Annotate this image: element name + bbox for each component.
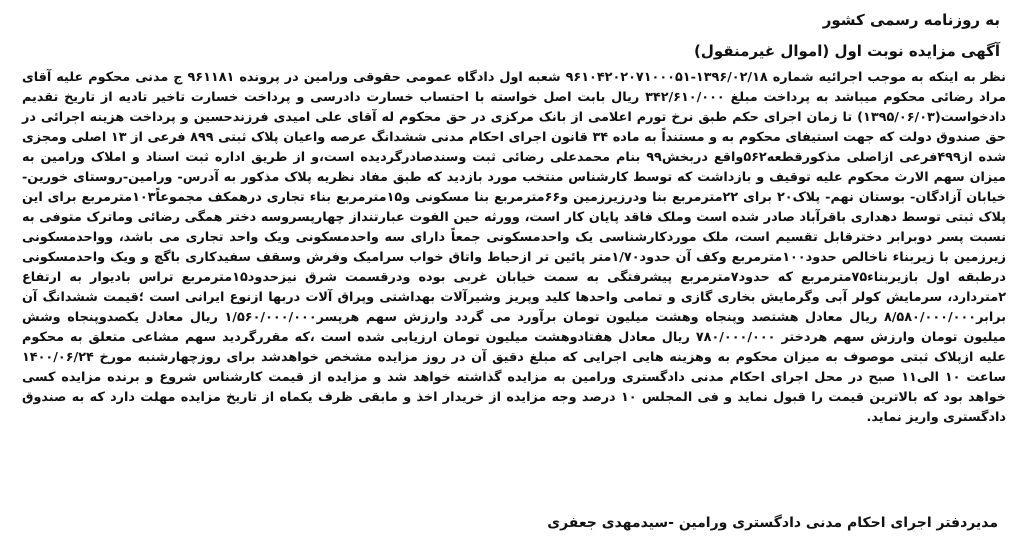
- notice-title: آگهی مزایده نوبت اول (اموال غیرمنقول): [693, 42, 1000, 60]
- newspaper-label: به روزنامه رسمی کشور: [822, 11, 1000, 29]
- signature: مدیردفتر اجرای احکام مدنی دادگستری ورامین -سیدمهدی جعفری: [547, 515, 998, 531]
- notice-body: نظر به اینکه به موجب اجرائیه شماره ۱۳۹۶/۰۲/۱۸-۹۶۱۰۴۲۰۲۰۷۱۰۰۰۵۱ شعبه اول دادگاه عمومی حقوقی ورامین در پرونده ۹۶۱۱۸۱ ج مدنی محکوم علیه آقای مراد رضائی محکوم میباشد به پرداخت مبلغ ۳۴۲/۶۱۰/۰۰۰ ریال بابت اصل خواسته با احتساب خسارت دادرسی و پرداخت خسارت تاخیر تادیه از تاریخ تقدیم دادخواست(۱۳۹۵/۰۶/۰۳) تا زمان اجرای حکم طبق نرخ تورم اعلامی از بانک مرکزی در حق محکوم له آقای علی امیدی فرزندحسین و پرداخت هزینه اجرائی در حق صندوق دولت که جهت استیفای محکوم به و مستنداً به ماده ۳۴ قانون اجرای احکام مدنی ششدانگ عرصه واعیان پلاک ثبتی ۸۹۹ فرعی از ۱۳ اصلی ومجزی شده از۴۹۹فرعی ازاصلی مذکورقطعه۵۶۲واقع دربخش۹۹ بنام محمدعلی رضائی ثبت وسندصادرگردیده است،و از طریق اداره ثبت اسناد و املاک ورامین به میزان سهم الارث محکوم علیه توقیف و بازداشت که توسط کارشناس منتخب مورد بازدید که طبق مفاد نظریه پلاک مذکور به آدرس- ورامین-روستای خورین- خیابان آزادگان- بوستان نهم- پلاک۲۰ برای ۲۲مترمربع بنا ودرزیرزمین و۶۶مترمربع بنا مسکونی و۱۵مترمربع بناء تجاری درهمکف مجموعاً۱۰۳مترمربع برای این پلاک ثبتی توسط دهداری باقرآباد صادر شده است وملک فاقد پایان کار است، وورثه حین الفوت عبارتنداز چهارپسروسه دختر همگی رضائی وماترک متوفی به نسبت پسر دوبرابر دخترقابل تقسیم است، ملک موردکارشناسی یک واحدمسکونی جمعاً دارای سه واحدمسکونی ویک واحد تجاری می باشد، وواحدمسکونی زیرزمین با زیربناء ناخالص حدود۱۰۰مترمربع وکف آن حدود۱/۷۰متر پائین تر ازحیاط واتاق خواب سرامیک وفرش وسقف سفیدکاری باگچ و ویک واحدمسکونی درطبقه اول بازیربناء۷۵مترمربع که حدود۷مترمربع پیشرفتگی به سمت خیابان غربی بوده ودرقسمت شرق نیزحدود۱۵مترمربع تراس بادیوار به ارتفاع ۲متردارد، سرمایش کولر آبی وگرمایش بخاری گازی و تمامی واحدها کلید وپریز وشیرآلات بهداشتی وپراق آلات دربها ازنوع ایرانی است ؛قیمت ششدانگ آن برابر۸/۵۸۰/۰۰۰/۰۰۰ ریال معادل هشتصد وپنجاه وهشت میلیون تومان برآورد می گردد وارزش سهم هرپسر۱/۵۶۰/۰۰۰/۰۰۰ ریال معادل یکصدوپنجاه وشش میلیون تومان وارزش سهم هردختر ۷۸۰/۰۰۰/۰۰۰ ریال معادل هفتادوهشت میلیون تومان ارزیابی شده است ،که مقررگردید سهم مشاعی متعلق به محکوم علیه ازپلاک ثبتی موصوف به میزان محکوم به وهزینه هایی اجرایی که مبلغ دقیق آن در روز مزایده مشخص خواهدشد برای روزچهارشنبه مورخ ۱۴۰۰/۰۶/۲۴ ساعت ۱۰ الی۱۱ صبح در محل اجرای احکام مدنی دادگستری ورامین به مزایده گذاشته خواهد شد و مزایده از قیمت کارشناس شروع و برنده مزایده کسی خواهد بود که بالاترین قیمت را قبول نماید و فی المجلس ۱۰ درصد وجه مزایده از خریدار اخذ و مابقی ظرف یکماه از تاریخ مزایده مهلت دارد که به صندوق دادگستری واریز نماید.: [22, 70, 1007, 425]
